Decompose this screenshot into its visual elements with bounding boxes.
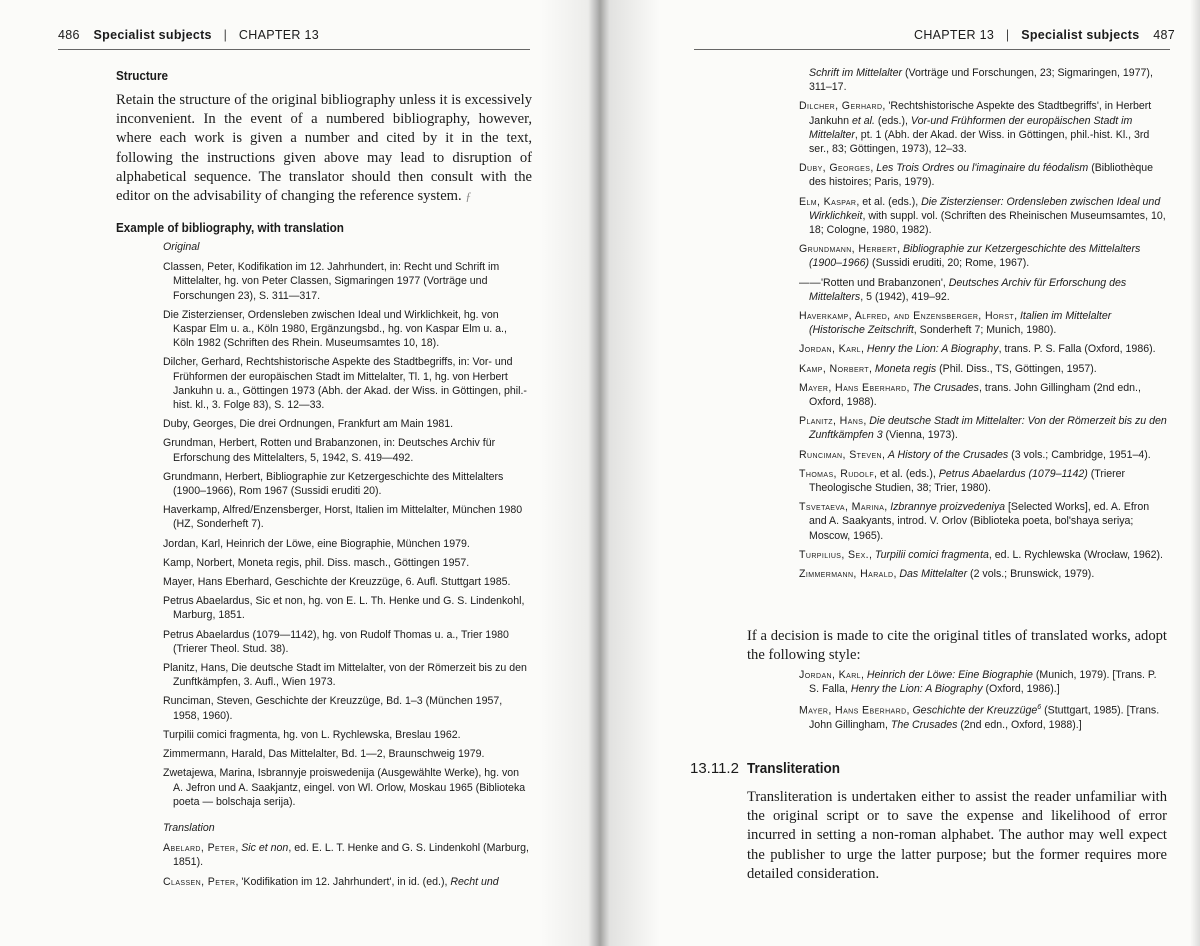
bib-entry: Mayer, Hans Eberhard, The Crusades, trans. John Gillingham (2nd edn., Oxford, 1988). <box>799 381 1141 409</box>
left-running-head <box>58 28 319 42</box>
entry-text-segment: (Bibliothèque des histoires; Paris, 1979). <box>809 162 1154 189</box>
bib-entry: Abelard, Peter, Sic et non, ed. E. L. T. Henke and G. S. Lindenkohl (Marburg, 1851). <box>163 842 529 869</box>
bib-entry: Elm, Kaspar, et al. (eds.), Die Zisterzienser: Ordensleben zwischen Ideal und Wirklichkeit, with suppl. vol. (Schriften des Rheinischen Museumsamtes, 10, 18; Cologne, 1980, 1982). <box>799 195 1166 237</box>
entry-text-segment: 'Kodifikation im 12. Jahrhundert', in id. (ed.), <box>241 875 451 888</box>
bib-author: Grundmann, Herbert <box>799 243 898 256</box>
entry-text-segment: Heinrich der Löwe: Eine Biographie <box>866 669 1033 681</box>
structure-heading: Structure <box>116 68 169 83</box>
bib-author: Planitz, Hans <box>799 415 864 428</box>
bib-entry: Dilcher, Gerhard, 'Rechtshistorische Aspekte des Stadtbegriffs', in Herbert Jankuhn et al. (eds.), Vor-und Frühformen der europäischen Stadt im Mittelalter, pt. 1 (Abh. der Akad. der Wiss. in Göttingen, phil.-hist. Kl., 3rd ser., 83; Göttingen, 1973), 12–33. <box>799 100 1152 156</box>
entry-text-segment: Moneta regis <box>874 362 937 375</box>
translated-entry-list <box>799 99 1167 581</box>
section-number: 13.11.2 <box>690 760 739 777</box>
entry-text-segment: , ed. E. L. T. Henke and G. S. Lindenkohl (Marburg, 1851). <box>173 842 529 869</box>
entry-text-segment: Italien im Mittelalter (Historische Zeitschrift <box>809 310 1112 337</box>
translated-bibliography <box>799 66 1167 586</box>
entry-text-segment: Das Mittelalter <box>899 568 968 581</box>
right-section-title: Specialist subjects <box>1021 28 1140 42</box>
left-section-title: Specialist subjects <box>93 28 212 42</box>
bib-entry: Kamp, Norbert, Moneta regis (Phil. Diss., TS, Göttingen, 1957). <box>799 362 1097 375</box>
entry-text-segment: [Selected Works], ed. A. Efron and A. Saakyants, introd. V. Orlov (Biblioteka poeta, bol'shaya seriya; Moscow, 1965). <box>809 501 1150 542</box>
bib-entry: Runciman, Steven, A History of the Crusades (3 vols.; Cambridge, 1951–4). <box>799 448 1151 461</box>
original-bib-entry: Petrus Abaelardus (1079—1142), hg. von Rudolf Thomas u. a., Trier 1980 (Trierer Theol. Stud. 38). <box>163 628 509 655</box>
bib-author: Haverkamp, Alfred, and Enzensberger, Horst <box>799 310 1015 323</box>
bib-author: Kamp, Norbert <box>799 362 870 375</box>
bib-entry: Classen, Peter, 'Kodifikation im 12. Jahrhundert', in id. (ed.), Recht und <box>163 875 499 888</box>
right-chapter-label: CHAPTER 13 <box>914 28 995 42</box>
entry-text-segment: 6 <box>1037 704 1042 712</box>
original-bib-entry: Kamp, Norbert, Moneta regis, phil. Diss. masch., Göttingen 1957. <box>163 556 470 569</box>
entry-text-segment: , ed. L. Rychlewska (Wrocław, 1962). <box>988 548 1163 561</box>
bib-author: Classen, Peter <box>163 875 236 888</box>
left-page <box>0 0 598 946</box>
entry-text-segment: The Crusades <box>912 381 979 394</box>
decision-paragraph: If a decision is made to cite the original titles of translated works, adopt the following style: <box>747 628 1167 664</box>
entry-text-segment: et al. (eds.), <box>879 467 939 480</box>
entry-text-segment: , trans. P. S. Falla (Oxford, 1986). <box>998 343 1156 356</box>
bib-entry: Jordan, Karl, Henry the Lion: A Biography, trans. P. S. Falla (Oxford, 1986). <box>799 343 1156 356</box>
bib-author: Dilcher, Gerhard <box>799 100 883 113</box>
entry-text-segment: , pt. 1 (Abh. der Akad. der Wiss. in Göttingen, phil.-hist. Kl., 3rd ser., 83; Göttingen, 1973), 12–33. <box>809 128 1150 156</box>
structure-paragraph-text: Retain the structure of the original bibliography unless it is excessively inconvenient. In the event of a numbered bibliography, however, where each work is given a number and cited by it in the text, following the instructions given above may lead to disruption of alphabetical sequence. The translator should then consult with the editor on the advisability of changing the reference system. <box>116 92 532 205</box>
entry-text-segment: 'Rotten und Brabanzonen', <box>821 276 949 289</box>
left-page-number: 486 <box>58 28 80 42</box>
bib-author: Jordan, Karl <box>799 343 861 356</box>
left-chapter-label: CHAPTER 13 <box>238 28 320 42</box>
original-bib-entry: Mayer, Hans Eberhard, Geschichte der Kreuzzüge, 6. Aufl. Stuttgart 1985. <box>163 576 511 589</box>
example-heading: Example of bibliography, with translation <box>116 220 344 235</box>
entry-text-segment: , 5 (1942), 419–92. <box>860 290 950 303</box>
entry-text-segment: (3 vols.; Cambridge, 1951–4). <box>1008 448 1151 461</box>
section-heading <box>690 760 850 777</box>
entry-text-segment: et al. (eds.), <box>862 195 922 208</box>
original-bib-entry: Petrus Abaelardus, Sic et non, hg. von E. L. Th. Henke und G. S. Lindenkohl, Marburg, 1851. <box>163 595 525 622</box>
entry-text-segment: (Oxford, 1986).] <box>982 683 1060 696</box>
bib-author: Duby, Georges <box>799 162 871 175</box>
bib-author: Mayer, Hans Eberhard <box>799 381 907 394</box>
original-bib-entry: Classen, Peter, Kodifikation im 12. Jahrhundert, in: Recht und Schrift im Mittelalter, hg. von Peter Classen, Sigmaringen 1977 (Vorträge und Forschungen 23), S. 311—317. <box>163 261 500 302</box>
section-title: Transliteration <box>746 760 840 777</box>
entry-text-segment: (eds.), <box>874 114 911 127</box>
entry-text-segment: et al. <box>852 114 875 127</box>
bib-entry: Duby, Georges, Les Trois Ordres ou l'imaginaire du féodalism (Bibliothèque des histoires; Paris, 1979). <box>799 162 1154 189</box>
original-bib-entry: Duby, Georges, Die drei Ordnungen, Frankfurt am Main 1981. <box>163 418 454 431</box>
entry-text-segment: (2 vols.; Brunswick, 1979). <box>967 568 1095 581</box>
original-entry-list <box>163 260 531 809</box>
bib-author: Jordan, Karl <box>799 669 861 681</box>
right-running-head <box>914 28 1175 42</box>
entry-text-segment: Les Trois Ordres ou l'imaginaire du féodalism <box>876 162 1089 175</box>
entry-text-segment: Deutsches Archiv für Erforschung des Mittelalters <box>809 276 1127 303</box>
entry-text-segment: Vor-und Frühformen der europäischen Stadt im Mittelalter <box>809 114 1133 141</box>
bib-entry: Grundmann, Herbert, Bibliographie zur Ketzergeschichte des Mittelalters (1900–1966) (Sussidi eruditi, 20; Rome, 1967). <box>799 243 1141 270</box>
bib-entry: Tsvetaeva, Marina, Izbrannye proizvedeniya [Selected Works], ed. A. Efron and A. Saakyants, introd. V. Orlov (Biblioteka poeta, bol'shaya seriya; Moscow, 1965). <box>799 501 1150 542</box>
entry-text-segment: (Sussidi eruditi, 20; Rome, 1967). <box>869 257 1030 270</box>
entry-text-segment: (Trierer Theologische Studien, 38; Trier, 1980). <box>809 467 1126 495</box>
original-bib-entry: Jordan, Karl, Heinrich der Löwe, eine Biographie, München 1979. <box>163 537 470 550</box>
original-bib-entry: Zwetajewa, Marina, Isbrannyje proiswedenija (Ausgewählte Werke), hg. von A. Jefron und A. Saakjantz, eingel. von Wl. Orlow, Moskau 1965 (Biblioteka poeta — bolschaja serija). <box>163 767 526 808</box>
entry-text-segment: Geschichte der Kreuzzüge <box>912 704 1038 717</box>
entry-text-segment: Henry the Lion: A Biography <box>866 343 999 356</box>
entry-text-segment: , trans. John Gillingham (2nd edn., Oxford, 1988). <box>809 381 1141 409</box>
original-bib-entry: Zimmermann, Harald, Das Mittelalter, Bd. 1—2, Braunschweig 1979. <box>163 748 485 761</box>
original-bib-entry: Die Zisterzienser, Ordensleben zwischen Ideal und Wirklichkeit, hg. von Kaspar Elm u. a., Köln 1980, Ergänzungsbd., hg. von Kaspar Elm u. a., Köln 1982 (Schriften des Rhein. Museumsamtes 10, 18). <box>163 308 507 350</box>
bib-author: Zimmermann, Harald <box>799 568 894 581</box>
bib-author: Tsvetaeva, Marina <box>799 501 885 514</box>
entry-text-segment: Henry the Lion: A Biography <box>850 683 983 696</box>
entry-text-segment: Recht und <box>450 875 499 888</box>
entry-text-segment: Die deutsche Stadt im Mittelalter: Von der Römerzeit bis zu den Zunftkämpfen 3 <box>809 415 1167 442</box>
original-bib-entry: Haverkamp, Alfred/Enzensberger, Horst, Italien im Mittelalter, München 1980 (HZ, Sonderheft 7). <box>163 504 523 531</box>
bib-author: Thomas, Rudolf <box>799 467 875 480</box>
style-examples <box>799 668 1167 737</box>
entry-text-segment: 'Rechtshistorische Aspekte des Stadtbegriffs', in Herbert Jankuhn <box>809 100 1152 127</box>
bib-entry: Zimmermann, Harald, Das Mittelalter (2 vols.; Brunswick, 1979). <box>799 568 1095 581</box>
entry-text-segment: Die Zisterzienser: Ordensleben zwischen Ideal und Wirklichkeit <box>809 195 1161 222</box>
entry-text-segment: A History of the Crusades <box>887 448 1009 461</box>
entry-text-segment: Bibliographie zur Ketzergeschichte des Mittelalters (1900–1966) <box>809 243 1141 270</box>
original-bib-entry: Planitz, Hans, Die deutsche Stadt im Mittelalter, von der Römerzeit bis zu den Zunftkämpfen, 3. Aufl., Wien 1973. <box>163 662 527 689</box>
header-separator: | <box>1005 28 1010 42</box>
original-label: Original <box>163 241 200 253</box>
left-header-rule <box>58 49 530 50</box>
original-bib-entry: Runciman, Steven, Geschichte der Kreuzzüge, Bd. 1–3 (München 1957, 1958, 1960). <box>163 695 503 722</box>
entry-text-segment: Petrus Abaelardus (1079–1142) <box>938 467 1088 480</box>
bib-entry: Planitz, Hans, Die deutsche Stadt im Mittelalter: Von der Römerzeit bis zu den Zunftkämpfen 3 (Vienna, 1973). <box>799 415 1167 442</box>
bib-author: Elm, Kaspar <box>799 195 857 208</box>
bib-entry <box>799 276 1167 304</box>
translation-label: Translation <box>163 821 215 834</box>
bib-entry: Thomas, Rudolf, et al. (eds.), Petrus Abaelardus (1079–1142) (Trierer Theologische Studien, 38; Trier, 1980). <box>799 467 1126 495</box>
bib-entry: Mayer, Hans Eberhard, Geschichte der Kreuzzüge$^6$ (Stuttgart, 1985). [Trans. John Gillingham, The Crusades (2nd edn., Oxford, 1988).] <box>799 704 1160 732</box>
transliteration-paragraph: Transliteration is undertaken either to assist the reader unfamiliar with the original script or to save the expense and likelihood of error incurred in setting a non-roman alphabet. The author may well expect the publisher to urge the latter purpose; but the former requires more detailed consideration. <box>747 789 1167 882</box>
structure-paragraph <box>116 91 532 206</box>
entry-text-segment: Schrift im Mittelalter <box>809 67 903 79</box>
bib-entry: Jordan, Karl, Heinrich der Löwe: Eine Biographie (Munich, 1979). [Trans. P. S. Falla, Henry the Lion: A Biography (Oxford, 1986).] <box>799 669 1157 696</box>
original-bib-entry: Grundman, Herbert, Rotten und Brabanzonen, in: Deutsches Archiv für Erforschung des Mittelalters, 5, 1942, S. 419—492. <box>163 437 496 464</box>
page-edge-shadow <box>1190 0 1200 946</box>
entry-text-segment: (Munich, 1979). [Trans. P. S. Falla, <box>809 669 1157 696</box>
original-bib-entry: Grundmann, Herbert, Bibliographie zur Ketzergeschichte des Mittelalters (1900–1966), Rom 1967 (Sussidi eruditi 20). <box>163 470 504 498</box>
entry-text-segment: (Vorträge und Forschungen, 23; Sigmaringen, 1977), 311–17. <box>809 67 1153 94</box>
header-separator: | <box>223 28 228 42</box>
entry-text-segment: (Stuttgart, 1985). [Trans. John Gillingham, <box>809 704 1160 732</box>
bib-entry: Haverkamp, Alfred, and Enzensberger, Horst, Italien im Mittelalter (Historische Zeitschrift, Sonderheft 7; Munich, 1980). <box>799 310 1112 337</box>
bib-entry: Turpilius, Sex., Turpilii comici fragmenta, ed. L. Rychlewska (Wrocław, 1962). <box>799 548 1163 561</box>
style-example-list <box>799 668 1167 732</box>
bib-author: —— <box>799 276 821 289</box>
bib-author: Abelard, Peter <box>163 842 236 855</box>
entry-text-segment: , Sonderheft 7; Munich, 1980). <box>913 324 1057 337</box>
right-header-rule <box>694 49 1170 50</box>
entry-text-segment: The Crusades <box>890 719 958 732</box>
entry-text-segment: Turpilii comici fragmenta <box>874 548 989 561</box>
entry-text-segment: (Phil. Diss., TS, Göttingen, 1957). <box>936 362 1097 375</box>
right-page <box>604 0 1200 946</box>
entry-text-segment: (2nd edn., Oxford, 1988).] <box>957 719 1082 732</box>
bib-author: Runciman, Steven <box>799 448 883 461</box>
entry-text-segment: (Vienna, 1973). <box>882 429 958 442</box>
entry-text-segment: Izbrannye proizvedeniya <box>890 501 1006 514</box>
original-bibliography <box>163 240 531 894</box>
right-page-number: 487 <box>1153 28 1176 42</box>
original-bib-entry: Turpilii comici fragmenta, hg. von L. Rychlewska, Breslau 1962. <box>163 728 461 741</box>
continued-entry <box>799 66 1167 94</box>
pencil-mark: ƒ <box>465 189 472 204</box>
translation-entry-list <box>163 841 531 889</box>
original-bib-entry: Dilcher, Gerhard, Rechtshistorische Aspekte des Stadtbegriffs, in: Vor- und Frühformen der europäischen Stadt im Mittelalter, Tl. 1, hg. von Herbert Jankuhn u. a., Göttingen 1973 (Abh. der Akad. der Wiss. in Göttingen, phil.-hist. kl., 3. Folge 83), S. 12—33. <box>163 356 527 412</box>
bib-author: Turpilius, Sex. <box>799 548 869 561</box>
entry-text-segment: Sic et non <box>241 842 289 855</box>
entry-text-segment: , with suppl. vol. (Schriften des Rheinischen Museumsamtes, 10, 18; Cologne, 1980, 1982). <box>809 209 1166 237</box>
bib-author: Mayer, Hans Eberhard <box>799 704 907 717</box>
